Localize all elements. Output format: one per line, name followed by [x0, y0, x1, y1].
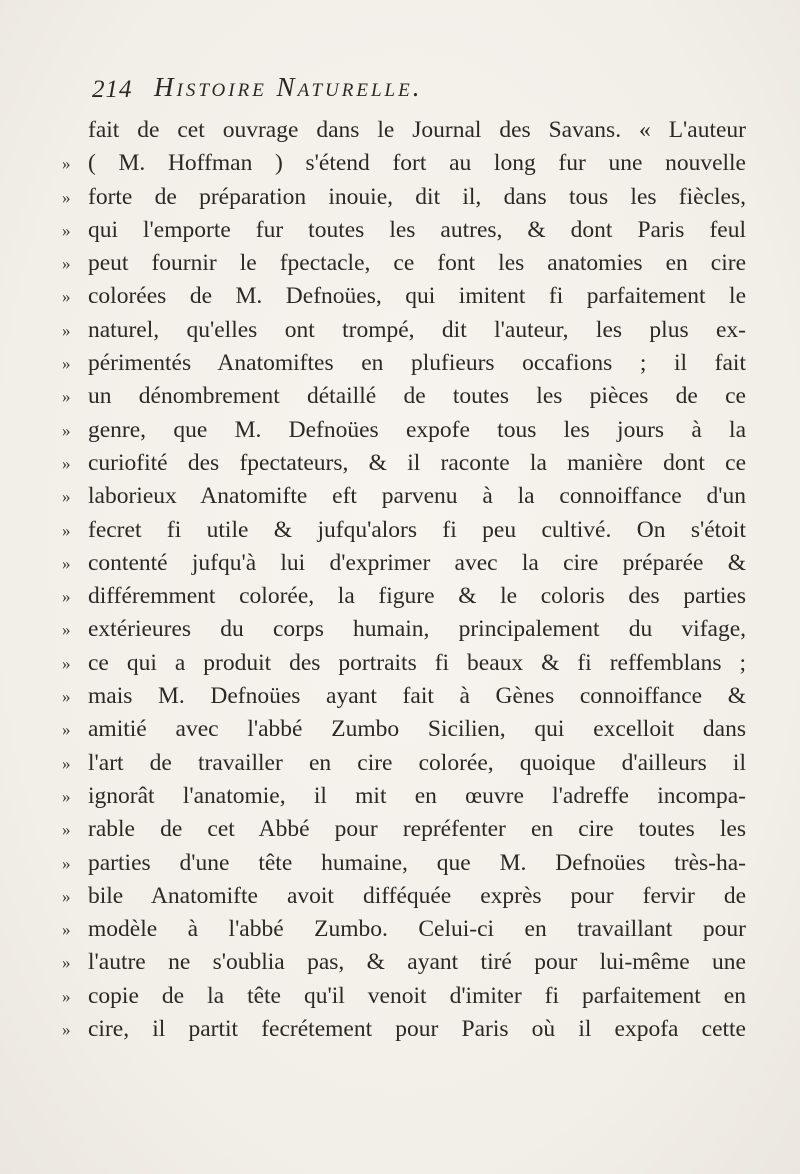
line-text: rable de cet Abbé pour repréfenter en cire toutes les [88, 816, 746, 843]
text-line [62, 380, 762, 413]
text-line [62, 347, 762, 380]
line-text: fait de cet ouvrage dans le Journal des Savans. « L'auteur [88, 117, 746, 143]
text-line [62, 280, 762, 313]
text-line [62, 980, 762, 1013]
page-number: 214 [92, 76, 133, 103]
text-line [62, 1013, 762, 1046]
line-text: qui l'emporte fur toutes les autres, & dont Paris feul [88, 216, 746, 243]
text-line [62, 214, 762, 247]
quote-marker: » [62, 553, 71, 573]
text-line [62, 713, 762, 746]
quote-marker: » [62, 453, 71, 473]
quote-marker: » [62, 254, 71, 274]
line-text: ce qui a produit des portraits fi beaux & fi reffemblans ; [88, 649, 746, 676]
line-text: amitié avec l'abbé Zumbo Sicilien, qui excelloit dans [88, 716, 746, 743]
quote-marker: » [62, 786, 71, 806]
line-text: laborieux Anatomifte eft parvenu à la connoiffance d'un [88, 483, 746, 510]
quote-marker: » [62, 920, 71, 940]
line-text: ( M. Hoffman ) s'étend fort au long fur une nouvelle [88, 150, 746, 177]
line-text: naturel, qu'elles ont trompé, dit l'auteur, les plus ex- [88, 316, 746, 343]
quote-marker: » [62, 953, 71, 973]
running-title: Histoire Naturelle. [154, 72, 423, 102]
line-text: contenté jufqu'à lui d'exprimer avec la cire préparée & [88, 549, 746, 576]
quote-marker: » [62, 287, 71, 307]
page-header [92, 72, 712, 112]
text-line [62, 480, 762, 513]
text-line [62, 514, 762, 547]
line-text: colorées de M. Defnoües, qui imitent fi parfaitement le [88, 283, 746, 310]
line-text: bile Anatomifte avoit difféquée exprès pour fervir de [88, 882, 746, 909]
text-line [62, 847, 762, 880]
line-text: genre, que M. Defnoües expofe tous les jours à la [88, 416, 746, 443]
quote-marker: » [62, 354, 71, 374]
text-line [62, 314, 762, 347]
text-line [62, 547, 762, 580]
line-text: un dénombrement détaillé de toutes les pièces de ce [88, 383, 746, 410]
text-line [62, 181, 762, 214]
line-text: modèle à l'abbé Zumbo. Celui-ci en travaillant pour [88, 916, 746, 943]
line-text: cire, il partit fecrétement pour Paris où il expofa cette [88, 1016, 746, 1043]
text-line [62, 946, 762, 979]
quote-marker: » [62, 1020, 71, 1040]
line-text: mais M. Defnoües ayant fait à Gènes connoiffance & [88, 683, 746, 710]
line-text: copie de la tête qu'il venoit d'imiter fi parfaitement en [88, 982, 746, 1009]
quote-marker: » [62, 154, 71, 174]
text-line [62, 880, 762, 913]
quote-marker: » [62, 320, 71, 340]
text-line [62, 247, 762, 280]
quote-marker: » [62, 420, 71, 440]
quote-marker: » [62, 986, 71, 1006]
quote-marker: » [62, 653, 71, 673]
quote-marker: » [62, 620, 71, 640]
text-line [62, 813, 762, 846]
line-text: ignorât l'anatomie, il mit en œuvre l'adreffe incompa- [88, 782, 746, 809]
text-line [62, 447, 762, 480]
line-text: périmentés Anatomiftes en plufieurs occafions ; il fait [88, 350, 746, 377]
quote-marker: » [62, 587, 71, 607]
line-text: l'art de travailler en cire colorée, quoique d'ailleurs il [88, 749, 746, 776]
quote-marker: » [62, 820, 71, 840]
quote-marker: » [62, 220, 71, 240]
quote-marker: » [62, 687, 71, 707]
text-line [62, 147, 762, 180]
line-text: curiofité des fpectateurs, & il raconte la manière dont ce [88, 449, 746, 476]
text-line [62, 613, 762, 646]
quote-marker: » [62, 487, 71, 507]
text-line [62, 780, 762, 813]
line-text: parties d'une tête humaine, que M. Defnoües très-ha- [88, 849, 746, 876]
text-line [62, 647, 762, 680]
text-line [62, 680, 762, 713]
text-line [62, 114, 762, 147]
line-text: peut fournir le fpectacle, ce font les anatomies en cire [88, 250, 746, 277]
line-text: différemment colorée, la figure & le coloris des parties [88, 583, 746, 610]
quote-marker: » [62, 853, 71, 873]
text-line [62, 414, 762, 447]
body-text [62, 114, 762, 1046]
quote-marker: » [62, 720, 71, 740]
line-text: fecret fi utile & jufqu'alors fi peu cultivé. On s'étoit [88, 516, 746, 543]
quote-marker: » [62, 387, 71, 407]
line-text: extérieures du corps humain, principalement du vifage, [88, 616, 746, 643]
quote-marker: » [62, 753, 71, 773]
text-line [62, 913, 762, 946]
quote-marker: » [62, 187, 71, 207]
line-text: forte de préparation inouie, dit il, dans tous les fiècles, [88, 183, 746, 210]
line-text: l'autre ne s'oublia pas, & ayant tiré pour lui-même une [88, 949, 746, 976]
quote-marker: » [62, 886, 71, 906]
text-line [62, 747, 762, 780]
quote-marker: » [62, 520, 71, 540]
text-line [62, 580, 762, 613]
